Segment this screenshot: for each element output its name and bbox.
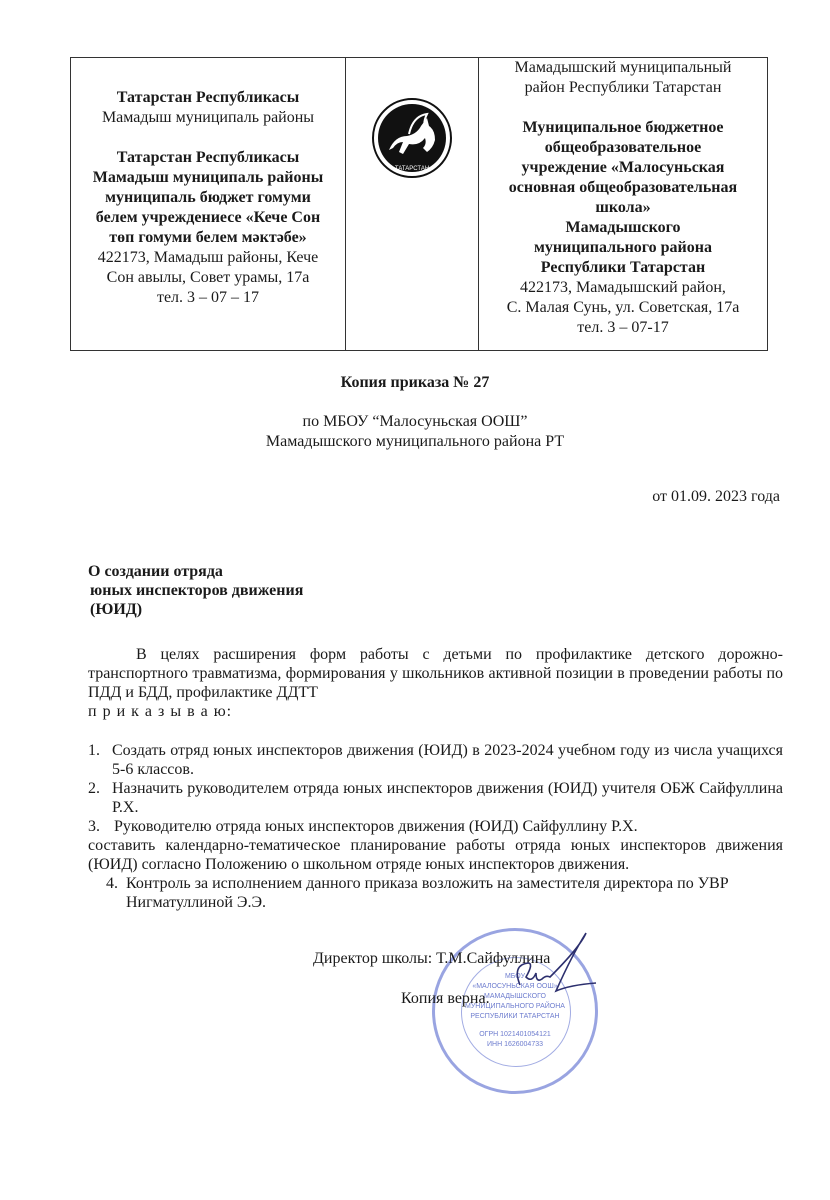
ru-bold: Мамадышского (565, 219, 681, 236)
order-subject (88, 562, 303, 619)
item-text: Назначить руководителем отряда юных инспекторов движения (ЮИД) учителя ОБЖ Сайфуллина Р.Х. (112, 780, 783, 816)
item-number: 3. (88, 818, 100, 835)
tatar-address: 422173, Мамадыш районы, Кече (97, 249, 319, 266)
tatar-bold: Татарстан Республикасы (116, 149, 300, 166)
tatar-bold: белем учреждениесе «Кече Сон (95, 209, 321, 226)
stamp-text: «МАЛОСУНЬСКАЯ ООШ» (472, 983, 558, 990)
item-number: 1. (88, 742, 100, 759)
ru-address: С. Малая Сунь, ул. Советская, 17а (506, 299, 740, 316)
order-word: п р и к а з ы в а ю: (88, 703, 233, 720)
order-title: Копия приказа № 27 (340, 374, 490, 391)
item-text: Создать отряд юных инспекторов движения (ЮИД) в 2023-2024 учебном году из числа учащихся 5-6 классов. (112, 742, 783, 778)
subject-line: О создании отряда (88, 563, 223, 580)
order-item-2 (88, 779, 783, 817)
stamp-text: ИНН 1626004733 (486, 1041, 544, 1048)
tatarstan-emblem-icon (369, 98, 455, 178)
signature-icon (500, 930, 610, 1010)
stamp-text: МБОУ (504, 973, 526, 980)
ru-line2: район Республики Татарстан (524, 79, 722, 96)
copy-certified: Копия верна. (401, 990, 490, 1007)
ru-address: 422173, Мамадышский район, (520, 279, 726, 296)
ru-bold: Республики Татарстан (540, 259, 706, 276)
item-number: 4. (106, 875, 118, 892)
tatar-phone: тел. 3 – 07 – 17 (156, 289, 260, 306)
stamp-text: МУНИЦИПАЛЬНОГО РАЙОНА (465, 1003, 565, 1010)
order-org-line1: по МБОУ “Малосуньская ООШ” (302, 413, 528, 430)
letterhead-table (70, 57, 768, 351)
tatar-bold: төп гомуми белем мәктәбе» (109, 229, 307, 246)
order-item-1 (88, 741, 783, 779)
letterhead-russian (479, 58, 767, 350)
director-signature-line: Директор школы: Т.М.Сайфуллина (313, 950, 551, 967)
emblem-caption: ТАТАРСТАН (394, 166, 430, 172)
item-number: 2. (88, 780, 100, 797)
ru-bold: общеобразовательное (544, 139, 702, 156)
preamble: В целях расширения форм работы с детьми по профилактике детского дорожно-транспортного травматизма, формирования у школьников активной позиции в проведении работы по ПДД и БДД, профилактике ДДТТ (88, 646, 783, 701)
tatar-address: Сон авылы, Совет урамы, 17а (106, 269, 310, 286)
stamp-text: МАМАДЫШСКОГО (484, 993, 546, 1000)
ru-phone: тел. 3 – 07-17 (577, 319, 669, 336)
tatar-line2: Мамадыш муниципаль районы (101, 109, 315, 126)
stamp-text: РЕСПУБЛИКИ ТАТАРСТАН (470, 1013, 560, 1020)
tatar-line1: Татарстан Республикасы (116, 89, 300, 106)
ru-bold: школа» (595, 199, 651, 216)
ru-bold: основная общеобразовательная (508, 179, 738, 196)
order-org-line2: Мамадышского муниципального района РТ (265, 433, 565, 450)
emblem-cell (346, 58, 479, 350)
ru-bold: Муниципальное бюджетное (522, 119, 724, 136)
ru-bold: учреждение «Малосуньская (521, 159, 725, 176)
stamp-text: ОГРН 1021401054121 (479, 1031, 551, 1038)
item-text: Контроль за исполнением данного приказа возложить на заместителя директора по УВР Нигматуллиной Э.Э. (126, 875, 729, 911)
order-item-4 (106, 874, 786, 912)
order-item-3 (88, 817, 783, 874)
item-text-cont: составить календарно-тематическое планирование работы отряда юных инспекторов движения (ЮИД) согласно Положению о школьном отряде юных инспекторов движения. (88, 837, 783, 873)
tatar-bold: Мамадыш муниципаль районы (92, 169, 324, 186)
tatar-bold: муниципаль бюджет гомуми (105, 189, 311, 206)
item-text: Руководителю отряда юных инспекторов движения (ЮИД) Сайфуллину Р.Х. (114, 818, 638, 835)
ru-bold: муниципального района (534, 239, 712, 256)
letterhead-tatar (71, 58, 346, 350)
ru-line1: Мамадышский муниципальный (514, 59, 732, 76)
subject-line: (ЮИД) (90, 601, 143, 618)
order-date: от 01.09. 2023 года (652, 488, 780, 505)
subject-line: юных инспекторов движения (90, 582, 304, 599)
